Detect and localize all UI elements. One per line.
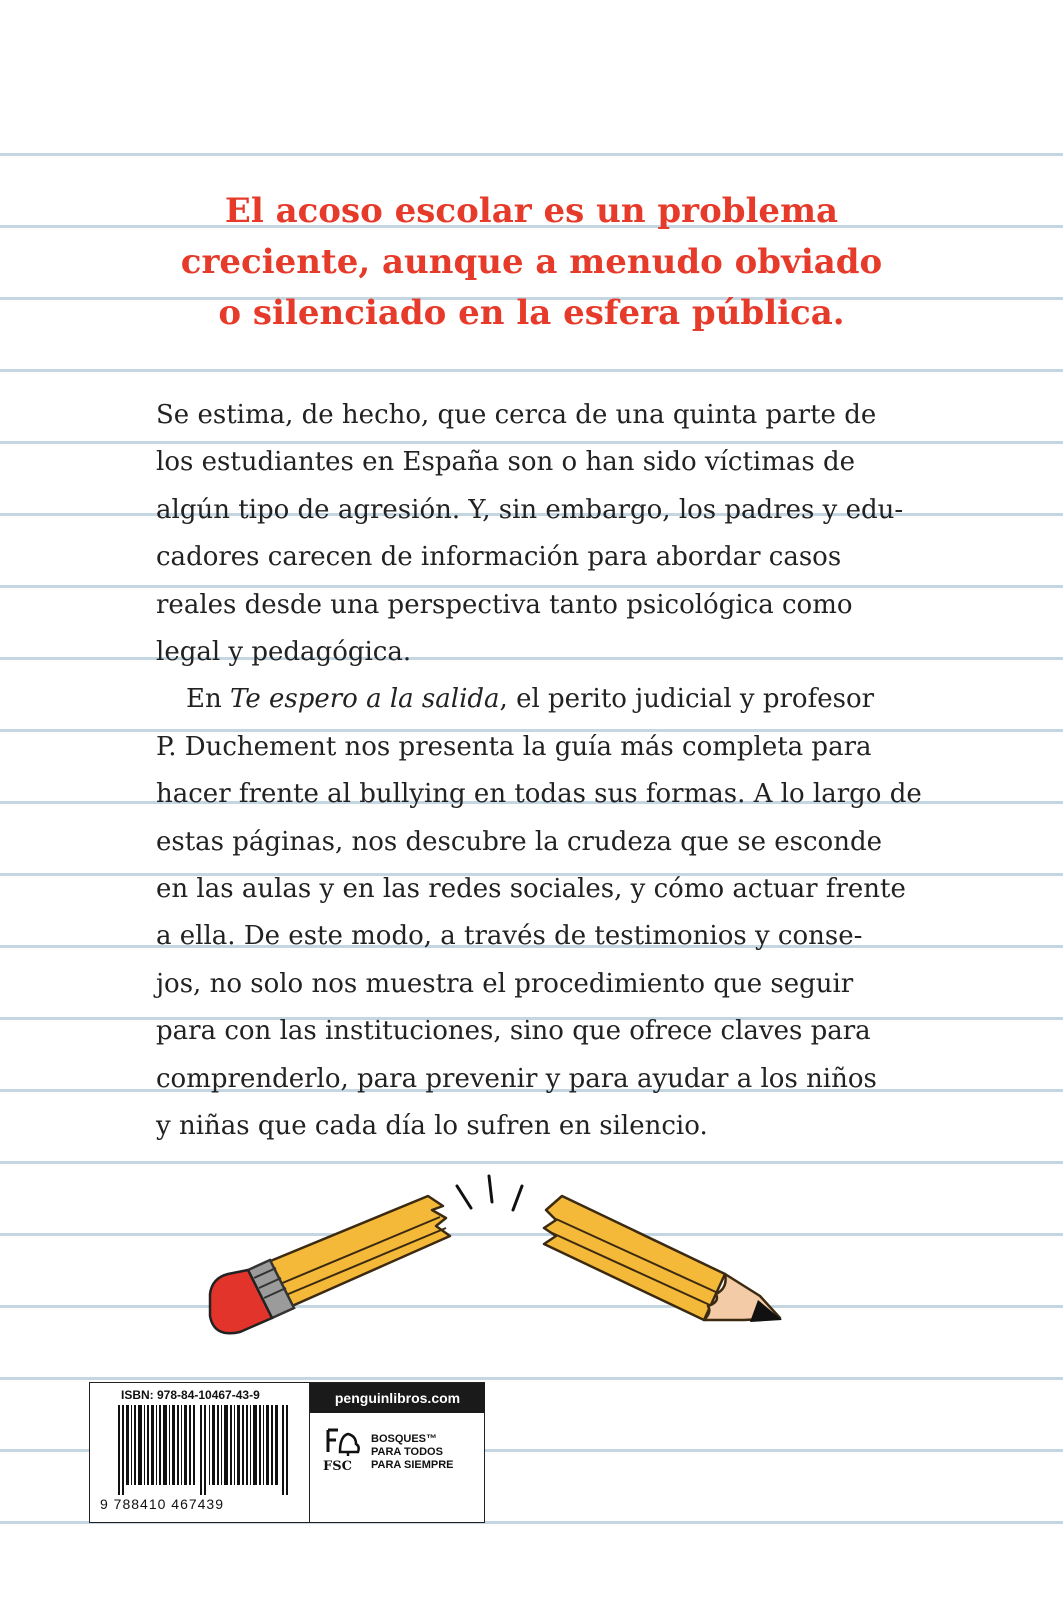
body-text-prefix: En	[186, 684, 230, 715]
body-line: estas páginas, nos descubre la crudeza que se esconde	[156, 826, 882, 857]
body-line: reales desde una perspectiva tanto psicológica como	[156, 589, 853, 620]
body-line-second-paragraph-start	[156, 676, 908, 723]
body-line: legal y pedagógica.	[156, 637, 412, 668]
barcode-section	[90, 1383, 310, 1522]
fsc-logo-text: FSC	[323, 1459, 352, 1472]
body-line: cadores carecen de información para abordar casos	[156, 542, 842, 573]
body-line: los estudiantes en España son o han sido víctimas de	[156, 447, 856, 478]
body-line: P. Duchement nos presenta la guía más completa para	[156, 731, 872, 762]
body-line: a ella. De este modo, a través de testimonios y conse-	[156, 921, 863, 952]
publisher-website: penguinlibros.com	[310, 1383, 485, 1413]
fsc-slogan-line: PARA TODOS	[371, 1446, 443, 1458]
fsc-tree-icon	[320, 1426, 366, 1472]
fsc-slogan-line: PARA SIEMPRE	[371, 1459, 454, 1471]
barcode-digits: 9 788410 467439	[100, 1496, 224, 1512]
publisher-section	[310, 1383, 485, 1522]
broken-pencil-icon	[200, 1170, 800, 1340]
barcode-icon	[116, 1405, 296, 1495]
body-line: hacer frente al bullying en todas sus formas. A lo largo de	[156, 779, 922, 810]
body-line: para con las instituciones, sino que ofrece claves para	[156, 1016, 871, 1047]
barcode-panel	[89, 1382, 485, 1523]
body-line: Se estima, de hecho, que cerca de una quinta parte de	[156, 400, 877, 430]
blurb-body	[156, 392, 922, 1151]
fsc-slogan-line: BOSQUES™	[371, 1433, 438, 1445]
isbn-label: ISBN: 978-84-10467-43-9	[121, 1388, 260, 1402]
book-title: Te espero a la salida	[230, 684, 500, 715]
ruled-line	[0, 1161, 1063, 1164]
fsc-slogan	[371, 1433, 454, 1472]
body-line: jos, no solo nos muestra el procedimiento que seguir	[156, 968, 854, 999]
headline	[0, 186, 1063, 339]
headline-line: El acoso escolar es un problema	[224, 191, 839, 231]
body-line: y niñas que cada día lo sufren en silencio.	[156, 1111, 708, 1142]
body-line: comprenderlo, para prevenir y para ayudar a los niños	[156, 1063, 877, 1094]
ruled-line	[0, 369, 1063, 372]
ruled-line	[0, 153, 1063, 156]
body-text-suffix: , el perito judicial y profesor	[499, 684, 875, 715]
headline-line: o silenciado en la esfera pública.	[218, 293, 845, 333]
headline-line: creciente, aunque a menudo obviado	[180, 242, 883, 282]
body-line: algún tipo de agresión. Y, sin embargo, los padres y edu-	[156, 494, 904, 525]
body-line: en las aulas y en las redes sociales, y cómo actuar frente	[156, 874, 906, 905]
ruled-line	[0, 1377, 1063, 1380]
